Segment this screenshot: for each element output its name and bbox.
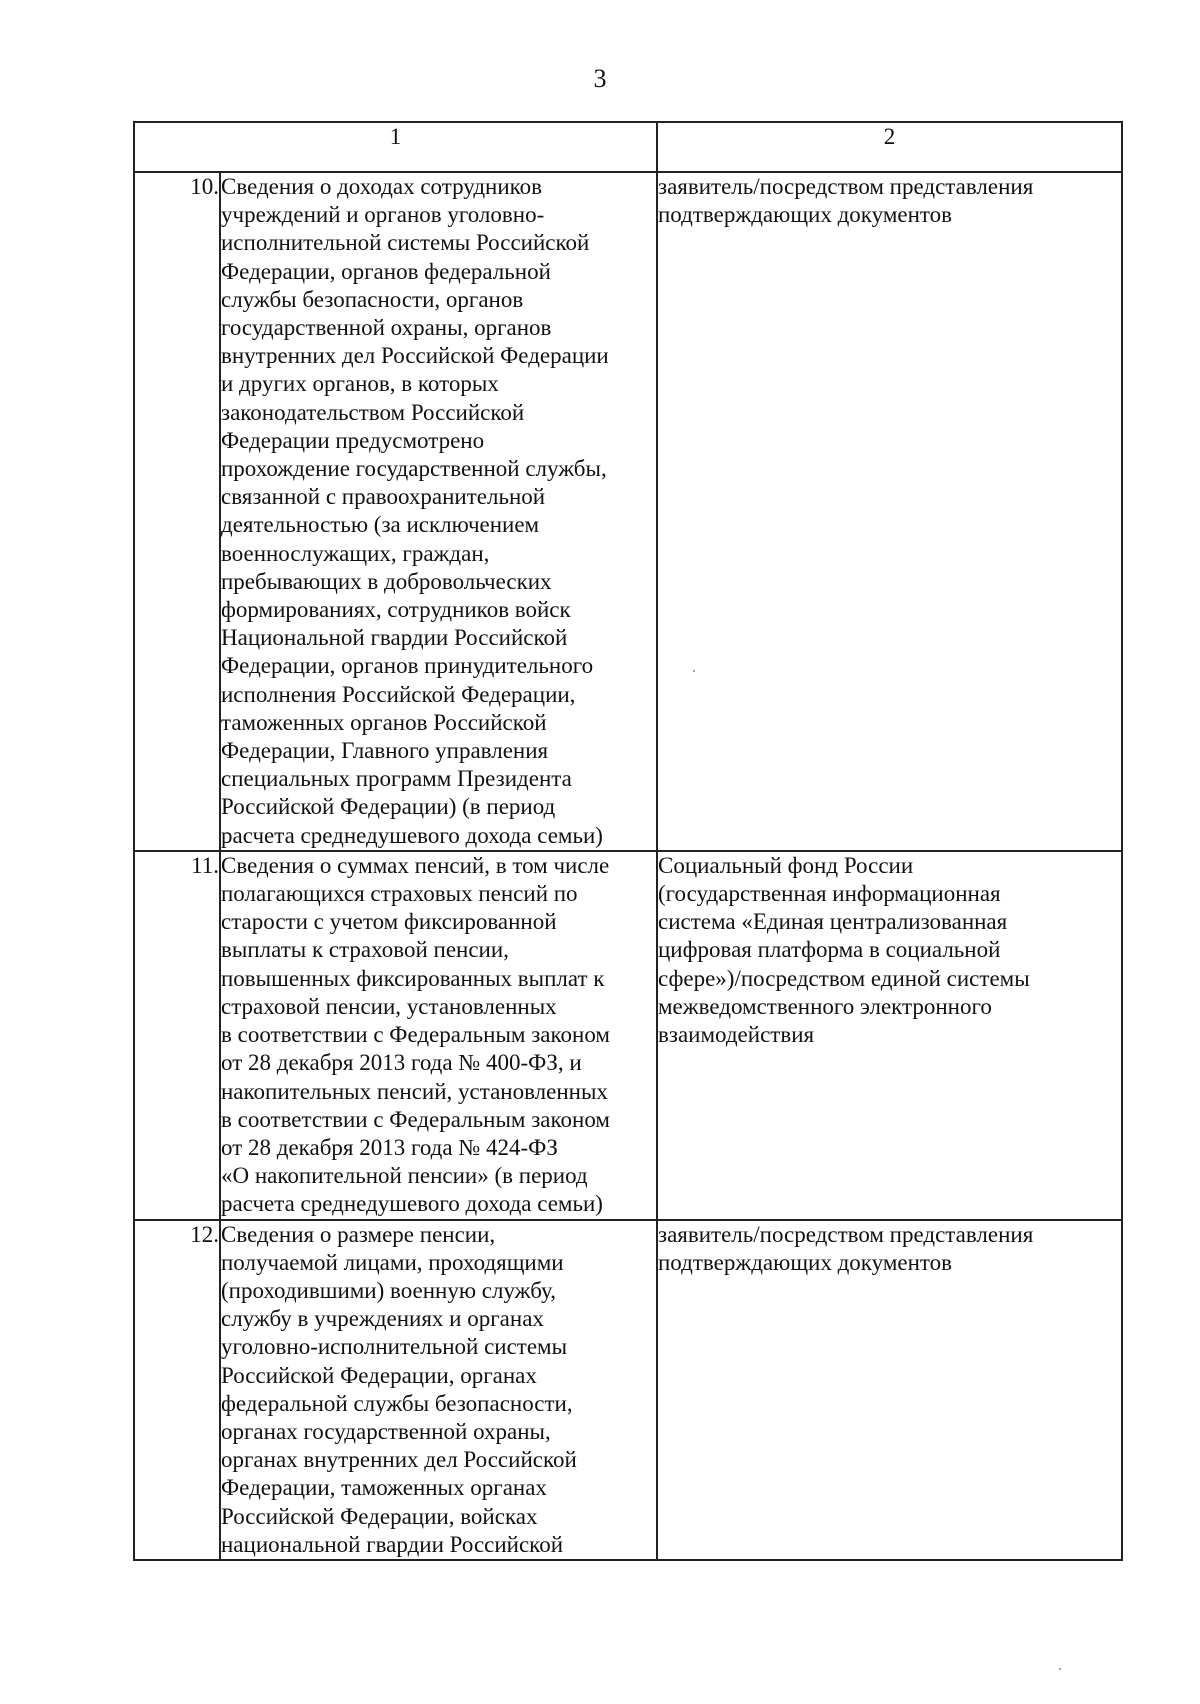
source-line: подтверждающих документов	[658, 202, 953, 228]
description-line: Федерации, таможенных органах	[221, 1475, 547, 1501]
column-header-1: 1	[134, 122, 657, 172]
description-line: таможенных органов Российской	[221, 709, 547, 735]
description-line: старости с учетом фиксированной	[221, 909, 557, 935]
source-line: заявитель/посредством представления	[658, 1221, 1034, 1247]
description-line: исполнительной системы Российской	[221, 230, 590, 256]
source-line: цифровая платформа в социальной	[658, 937, 1001, 963]
description-line: повышенных фиксированных выплат к	[221, 965, 605, 991]
description-line: Федерации, органов принудительного	[221, 653, 594, 679]
description-line: связанной с правоохранительной	[221, 484, 546, 510]
row-description	[220, 1220, 657, 1560]
table-row	[134, 851, 1122, 1220]
row-number: 11.	[134, 851, 220, 1220]
description-line: и других органов, в которых	[221, 371, 499, 397]
source-line: Социальный фонд России	[658, 852, 914, 878]
description-line: Федерации, Главного управления	[221, 738, 549, 764]
description-line: пребывающих в добровольческих	[221, 568, 552, 594]
description-line: прохождение государственной службы,	[221, 456, 607, 482]
description-line: получаемой лицами, проходящими	[221, 1249, 564, 1275]
description-line: Российской Федерации) (в период	[221, 794, 556, 820]
description-line: федеральной службы безопасности,	[221, 1390, 573, 1416]
source-line: сфере»)/посредством единой системы	[658, 965, 1030, 991]
description-line: «О накопительной пенсии» (в период	[221, 1163, 588, 1189]
source-line: межведомственного электронного	[658, 993, 992, 1019]
description-line: от 28 декабря 2013 года № 424-ФЗ	[221, 1134, 558, 1160]
row-number: 10.	[134, 172, 220, 851]
source-line: подтверждающих документов	[658, 1249, 953, 1275]
description-line: Национальной гвардии Российской	[221, 625, 568, 651]
source-line: заявитель/посредством представления	[658, 174, 1034, 199]
description-line: формированиях, сотрудников войск	[221, 597, 571, 623]
row-source	[657, 172, 1122, 851]
source-line: система «Единая централизованная	[658, 909, 1008, 935]
row-description	[220, 851, 657, 1220]
row-number: 12.	[134, 1220, 220, 1560]
description-line: законодательством Российской	[221, 399, 525, 425]
scan-speck	[693, 670, 695, 672]
row-description	[220, 172, 657, 851]
table-body	[134, 172, 1122, 1560]
description-line: службу в учреждениях и органах	[221, 1306, 544, 1332]
description-line: выплаты к страховой пенсии,	[221, 937, 509, 963]
description-line: Сведения о суммах пенсий, в том числе	[221, 852, 610, 878]
table-row	[134, 172, 1122, 851]
page-number: 3	[593, 64, 607, 93]
source-line: (государственная информационная	[658, 881, 1001, 907]
column-header-2: 2	[657, 122, 1122, 172]
description-line: деятельностью (за исключением	[221, 512, 540, 538]
description-line: специальных программ Президента	[221, 766, 572, 792]
description-line: в соответствии с Федеральным законом	[221, 1106, 610, 1132]
description-line: Сведения о размере пенсии,	[221, 1221, 496, 1247]
scan-speck	[1059, 1668, 1061, 1670]
document-table	[133, 121, 1123, 1561]
table-header-row	[134, 122, 1122, 172]
description-line: Сведения о доходах сотрудников	[221, 174, 543, 199]
row-source	[657, 851, 1122, 1220]
description-line: Федерации предусмотрено	[221, 427, 485, 453]
description-line: службы безопасности, органов	[221, 286, 524, 312]
description-line: в соответствии с Федеральным законом	[221, 1022, 610, 1048]
description-line: накопительных пенсий, установленных	[221, 1078, 608, 1104]
description-line: национальной гвардии Российской	[221, 1531, 564, 1557]
description-line: Российской Федерации, войсках	[221, 1503, 538, 1529]
description-line: (проходившими) военную службу,	[221, 1277, 557, 1303]
description-line: Российской Федерации, органах	[221, 1362, 537, 1388]
description-line: страховой пенсии, установленных	[221, 993, 557, 1019]
description-line: органах внутренних дел Российской	[221, 1447, 577, 1473]
description-line: учреждений и органов уголовно-	[221, 202, 545, 228]
description-line: расчета среднедушевого дохода семьи)	[221, 1191, 603, 1217]
description-line: государственной охраны, органов	[221, 315, 552, 341]
description-line: внутренних дел Российской Федерации	[221, 343, 609, 369]
description-line: расчета среднедушевого дохода семьи)	[221, 822, 603, 848]
description-line: органах государственной охраны,	[221, 1418, 551, 1444]
description-line: от 28 декабря 2013 года № 400-ФЗ, и	[221, 1050, 582, 1076]
description-line: полагающихся страховых пенсий по	[221, 881, 578, 907]
description-line: военнослужащих, граждан,	[221, 540, 490, 566]
source-line: взаимодействия	[658, 1022, 815, 1048]
description-line: Федерации, органов федеральной	[221, 258, 551, 284]
description-line: исполнения Российской Федерации,	[221, 681, 576, 707]
table-row	[134, 1220, 1122, 1560]
description-line: уголовно-исполнительной системы	[221, 1334, 568, 1360]
row-source	[657, 1220, 1122, 1560]
